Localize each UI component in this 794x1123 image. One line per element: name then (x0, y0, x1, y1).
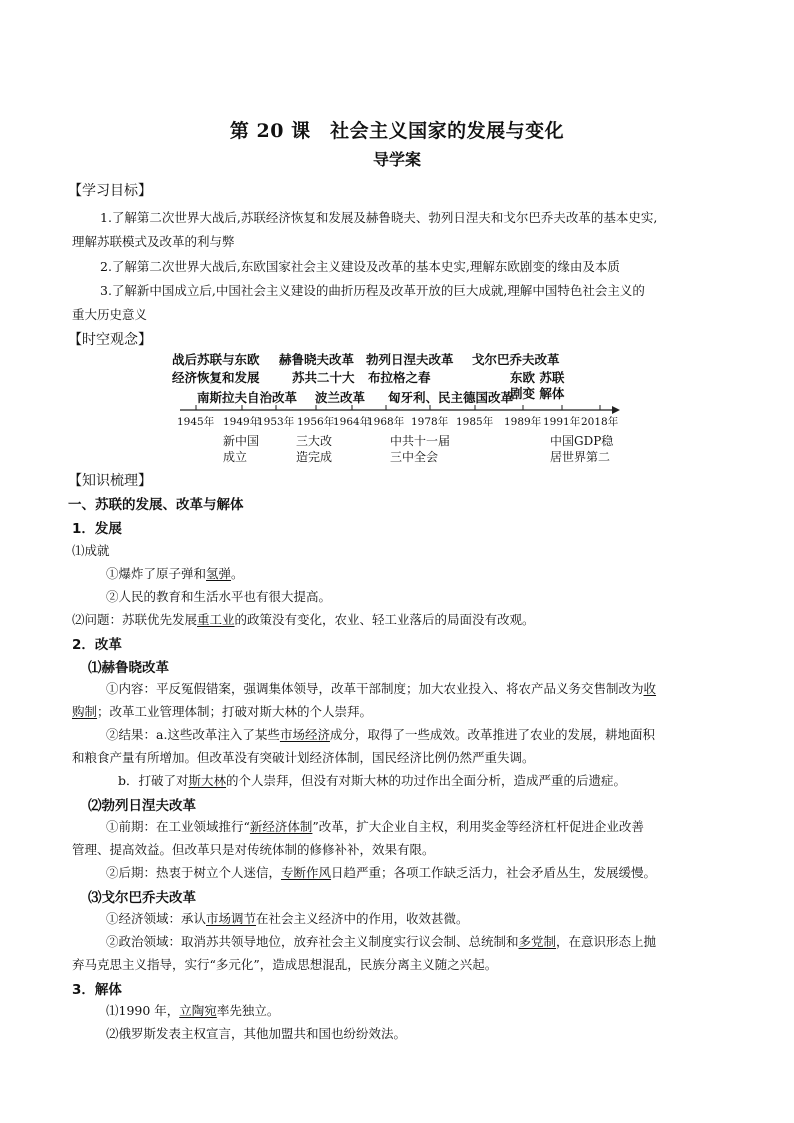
text: ⑴1990 年， (106, 1003, 180, 1018)
gorbachev-economy (106, 909, 469, 927)
gorbachev-politics-line1 (106, 932, 656, 950)
year-tick-label: 2018年 (581, 416, 619, 428)
subsection-brezhnev: ⑵勃列日涅夫改革 (88, 798, 196, 814)
section-development: 1．发展 (72, 521, 122, 537)
page-subtitle: 导学案 (372, 150, 421, 169)
timeline-event-poland: 波兰改革 (315, 390, 366, 405)
goal-3-line1: 3.了解新中国成立后,中国社会主义建设的曲折历程及改革开放的巨大成就,理解中国特色社会主义的 (100, 283, 645, 298)
underlined-keyword: 多党制 (518, 934, 557, 949)
timeline-heading: 【时空观念】 (68, 332, 152, 348)
timeline-event-socialist-transformation: 三大改 (296, 434, 333, 448)
subsection-khrushchev: ⑴赫鲁晓改革 (88, 660, 169, 676)
year-tick-label: 1985年 (456, 416, 494, 428)
achievement-2: ②人民的教育和生活水平也有很大提高。 (106, 589, 332, 604)
text: 在社会主义经济中的作用，收效甚微。 (256, 911, 469, 926)
timeline-event-khrushchev: 赫鲁晓夫改革 (279, 352, 355, 367)
timeline-event-brezhnev: 勃列日涅夫改革 (366, 352, 454, 367)
timeline-event-gdp-2: 居世界第二 (550, 450, 611, 464)
underlined-keyword: 斯大林 (188, 773, 227, 788)
text: ⑵问题：苏联优先发展 (72, 612, 198, 627)
underlined-keyword: 重工业 (197, 612, 235, 627)
dissolution-1 (106, 1001, 279, 1019)
year-tick-label: 1989年 (504, 416, 542, 428)
timeline-event-brezhnev-2: 布拉格之春 (368, 370, 431, 385)
year-tick-label: 1949年 (223, 416, 261, 428)
year-tick-label: 1978年 (411, 416, 449, 428)
underlined-keyword: 市场调节 (206, 911, 257, 926)
timeline-event-khrushchev-2: 苏共二十大 (292, 370, 355, 385)
timeline-event-collapse-1: 东欧 苏联 (510, 370, 565, 385)
year-tick-label: 1953年 (257, 416, 295, 428)
text: 。 (231, 566, 244, 581)
goal-1-line1: 1.了解第二次世界大战后,苏联经济恢复和发展及赫鲁晓夫、勃列日涅夫和戈尔巴乔夫改革的基本史实, (100, 210, 658, 225)
knowledge-heading: 【知识梳理】 (68, 473, 152, 489)
timeline-event-prc: 新中国 (223, 434, 260, 448)
text: ，在意识形态上抛 (556, 934, 657, 949)
khrushchev-result-b (118, 771, 626, 789)
year-tick-label: 1964年 (333, 416, 371, 428)
underlined-keyword: 购制 (72, 704, 98, 719)
text: 成分，取得了一些成效。改革推进了农业的发展，耕地面积 (329, 727, 655, 742)
underlined-keyword: 收 (643, 681, 657, 696)
underlined-keyword: 专断作风 (281, 865, 332, 880)
year-tick-label: 1968年 (367, 416, 405, 428)
timeline-event-third-plenum-2: 三中全会 (390, 450, 439, 464)
subsection-achievements: ⑴成就 (72, 543, 110, 558)
dissolution-2: ⑵俄罗斯发表主权宣言，其他加盟共和国也纷纷效法。 (106, 1026, 407, 1041)
timeline-event-postwar: 战后苏联与东欧 (172, 352, 260, 367)
text: ②结果：a.这些改革注入了某些 (106, 727, 280, 742)
text: ①内容：平反冤假错案，强调集体领导，改革干部制度；加大农业投入、将农产品义务交售制改为 (106, 681, 644, 696)
timeline-event-hungary: 匈牙利、民主德国改革 (388, 390, 514, 405)
text: ”改革，扩大企业自主权，利用奖金等经济杠杆促进企业改善 (312, 819, 644, 834)
page-title: 第 20 课 社会主义国家的发展与变化 (229, 120, 565, 142)
subsection-gorbachev: ⑶戈尔巴乔夫改革 (88, 890, 196, 906)
timeline-event-postwar-2: 经济恢复和发展 (172, 370, 260, 385)
timeline-event-prc-2: 成立 (223, 450, 248, 464)
khrushchev-result-line2: 和粮食产量有所增加。但改革没有突破计划经济体制，国民经济比例仍然严重失调。 (72, 750, 535, 765)
underlined-keyword: 立陶宛 (179, 1003, 217, 1018)
text: ；改革工业管理体制；打破对斯大林的个人崇拜。 (97, 704, 373, 719)
khrushchev-content-line1 (106, 679, 656, 697)
brezhnev-late (106, 863, 656, 881)
timeline-event-socialist-transformation-2: 造完成 (296, 450, 333, 464)
year-tick-label: 1956年 (297, 416, 335, 428)
section-reform: 2．改革 (72, 637, 122, 653)
timeline-event-gorbachev: 戈尔巴乔夫改革 (472, 352, 560, 367)
year-tick-label: 1945年 (177, 416, 215, 428)
brezhnev-early-line2: 管理、提高效益。但改革只是对传统体制的修修补补，效果有限。 (72, 842, 435, 857)
timeline-event-gdp: 中国GDP稳 (550, 434, 614, 448)
text: ①前期：在工业领域推行“ (106, 819, 250, 834)
achievement-1 (106, 564, 244, 582)
text: ①爆炸了原子弹和 (106, 566, 207, 581)
goal-3-line2: 重大历史意义 (72, 307, 148, 322)
timeline-event-third-plenum: 中共十一届 (390, 434, 451, 448)
timeline-event-yugoslavia: 南斯拉夫自治改革 (197, 390, 298, 405)
gorbachev-politics-line2: 弃马克思主义指导，实行“多元化”，造成思想混乱，民族分离主义随之兴起。 (72, 957, 498, 972)
underlined-keyword: 市场经济 (279, 727, 330, 742)
text: 的个人崇拜，但没有对斯大林的功过作出全面分析，造成严重的后遗症。 (226, 773, 627, 788)
goal-1-line2: 理解苏联模式及改革的利与弊 (72, 234, 235, 249)
underlined-keyword: 新经济体制 (249, 819, 313, 834)
goal-2: 2.了解第二次世界大战后,东欧国家社会主义建设及改革的基本史实,理解东欧剧变的缘由及本质 (100, 259, 620, 274)
timeline-event-collapse-2: 剧变 解体 (510, 386, 565, 401)
text: 的政策没有变化，农业、轻工业落后的局面没有改观。 (234, 612, 535, 627)
text: b．打破了对 (118, 773, 189, 788)
text: ②政治领域：取消苏共领导地位，放弃社会主义制度实行议会制、总统制和 (106, 934, 519, 949)
brezhnev-early-line1 (106, 817, 644, 835)
text: 日趋严重；各项工作缺乏活力，社会矛盾丛生，发展缓慢。 (331, 865, 657, 880)
problems-line (72, 610, 535, 628)
text: ②后期：热衷于树立个人迷信， (106, 865, 282, 880)
text: 率先独立。 (216, 1003, 280, 1018)
khrushchev-content-line2 (72, 702, 372, 720)
text: ①经济领域：承认 (106, 911, 207, 926)
year-tick-label: 1991年 (543, 416, 581, 428)
goals-heading: 【学习目标】 (68, 183, 152, 199)
underlined-keyword: 氢弹 (206, 566, 232, 581)
part-1-heading: 一、苏联的发展、改革与解体 (68, 497, 244, 513)
section-dissolution: 3．解体 (72, 982, 122, 998)
khrushchev-result-line1 (106, 725, 655, 743)
